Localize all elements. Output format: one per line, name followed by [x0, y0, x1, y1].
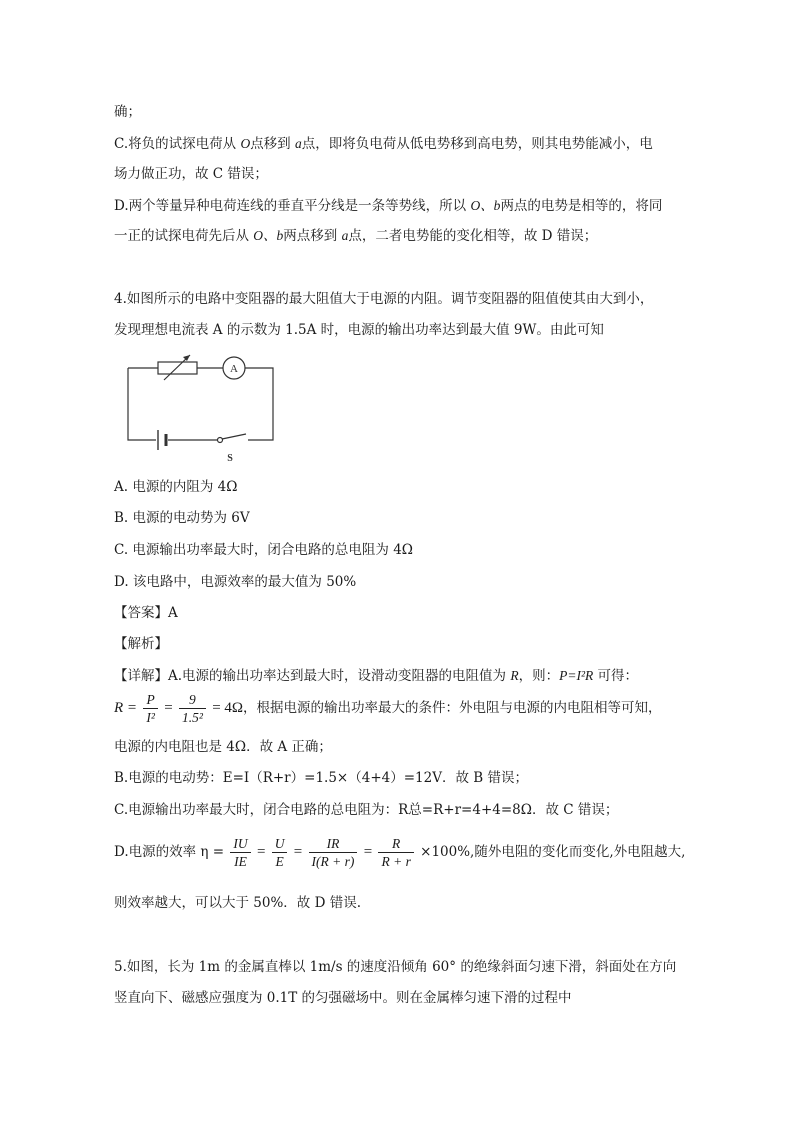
option-a: A. 电源的内阻为 4Ω	[114, 479, 238, 495]
question-5-stem: 竖直向下、磁感应强度为 0.1T 的匀强磁场中。则在金属棒匀速下滑的过程中	[114, 990, 572, 1006]
question-4-stem: 发现理想电流表 A 的示数为 1.5A 时，电源的输出功率达到最大值 9W。由此可知	[114, 322, 604, 338]
detail-line: B.电源的电动势：E=I（R+r）=1.5×（4+4）=12V．故 B 错误；	[114, 770, 528, 786]
detail-line: C.电源输出功率最大时，闭合电路的总电阻为：R总=R+r=4+4=8Ω．故 C 错误；	[114, 802, 619, 818]
option-d: D. 该电路中，电源效率的最大值为 50%	[114, 574, 357, 590]
fraction: $\frac{IU}{IE}$	[230, 835, 250, 870]
question-4-stem: 4.如图所示的电路中变阻器的最大阻值大于电源的内阻。调节变阻器的阻值使其由大到小，	[114, 291, 654, 307]
detail-line: 【详解】A.电源的输出功率达到最大时，设滑动变阻器的电阻值为 R，则：P=I²R 可得：	[114, 668, 639, 684]
ammeter-label: A	[230, 363, 238, 375]
text-line: C.将负的试探电荷从 O点移到 a点，即将负电荷从低电势移到高电势，则其电势能减小，电	[114, 136, 653, 152]
detail-line: 电源的内电阻也是 4Ω．故 A 正确；	[114, 739, 332, 755]
circuit-diagram	[120, 350, 290, 465]
fraction: $\frac{R}{R + r}$	[378, 835, 413, 870]
fraction: $\frac{9}{\text{1.5²}}$	[179, 691, 206, 726]
fraction: $\frac{U}{E}$	[272, 835, 288, 870]
option-b: B. 电源的电动势为 6V	[114, 510, 250, 526]
detail-line: 则效率越大，可以大于 50%．故 D 错误.	[114, 895, 361, 911]
switch-label: S	[227, 453, 233, 464]
answer-line: 【答案】A	[114, 605, 178, 621]
text-line: 一正的试探电荷先后从 O、b两点移到 a点，二者电势能的变化相等，故 D 错误；	[114, 228, 598, 244]
fraction: $\frac{P}{\text{I²}}$	[143, 691, 158, 726]
fraction: $\frac{IR}{I(R + r)}$	[309, 835, 358, 870]
text-line: 确；	[114, 104, 141, 120]
option-c: C. 电源输出功率最大时，闭合电路的总电阻为 4Ω	[114, 542, 414, 558]
text-line: 场力做正功，故 C 错误；	[114, 166, 268, 182]
question-5-stem: 5.如图，长为 1m 的金属直棒以 1m/s 的速度沿倾角 60° 的绝缘斜面匀速下滑，斜面处在方向	[114, 959, 677, 975]
analysis-heading: 【解析】	[114, 636, 168, 652]
efficiency-formula-line: D.电源的效率 η = $\frac{IU}{IE}$ = $\frac{U}{E}$ = $\frac{IR}{I(R + r)}$ = $\frac{R}{R + r}$ ×100%,随外电阻的变化而变化,外电阻越大,	[114, 836, 686, 869]
formula-line: R = $\frac{P}{\text{I²}}$ = $\frac{9}{\text{1.5²}}$ = 4Ω，根据电源的输出功率最大的条件：外电阻与电源的内电阻相等可知，	[114, 692, 662, 725]
rheostat	[158, 362, 197, 374]
text-line: D.两个等量异种电荷连线的垂直平分线是一条等势线，所以 O、b两点的电势是相等的，将同	[114, 198, 663, 214]
switch	[218, 438, 223, 443]
